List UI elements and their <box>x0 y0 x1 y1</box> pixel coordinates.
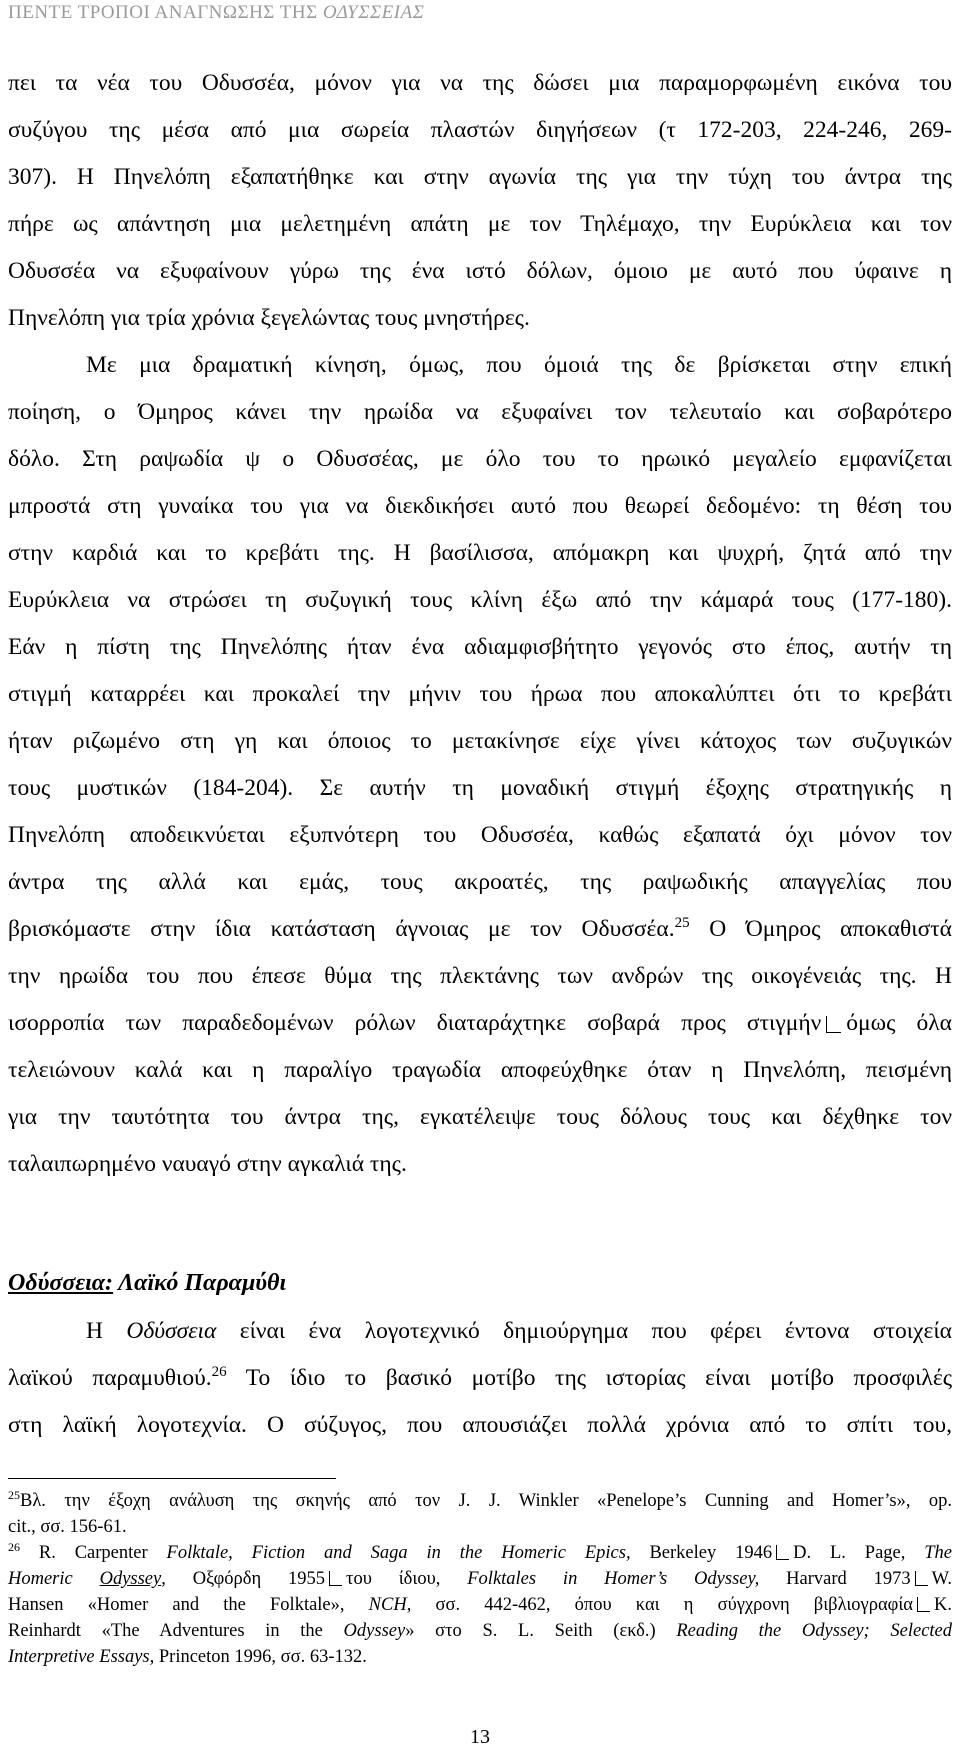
footnote-text: Princeton 1996, σσ. 63-132. <box>154 1647 367 1667</box>
page-number: 13 <box>470 1726 490 1748</box>
heading-part: Λαϊκό Παραμύθι <box>113 1270 287 1296</box>
body-line: στην καρδιά και το κρεβάτι της. Η βασίλισσα, απόμακρη και ψυχρή, ζητά από την <box>8 540 952 566</box>
heading-colon: : <box>105 1270 114 1296</box>
footnote-text: Hansen «Homer and the Folktale», <box>8 1595 369 1615</box>
body-line: 307). Η Πηνελόπη εξαπατήθηκε και στην αγωνία της για την τύχη του άντρα της <box>8 164 952 190</box>
body-line: Οδυσσέα να εξυφαίνουν γύρω της ένα ιστό δόλων, όμοιο με αυτό που ύφαινε η <box>8 258 952 284</box>
footnote-text: W. <box>931 1569 952 1589</box>
footnote-26-cont <box>8 1647 952 1668</box>
line-text: βρισκόμαστε στην ίδια κατάσταση άγνοιας με τον Οδυσσέα. <box>8 916 675 942</box>
footnote-italic: Odyssey <box>343 1621 406 1641</box>
line-text: είναι ένα λογοτεχνικό δημιούργημα που φέρει έντονα στοιχεία <box>216 1318 952 1344</box>
footnote-text: R. Carpenter <box>20 1543 167 1563</box>
footnote-italic-underlined: Odyssey <box>99 1569 162 1589</box>
body-line <box>8 916 952 943</box>
footnote-text: D. L. Page, <box>793 1543 925 1563</box>
body-line: ποίηση, ο Όμηρος κάνει την ηρωίδα να εξυφαίνει τον τελευταίο και σοβαρότερο <box>8 399 952 425</box>
footnote-25-cont: cit., σσ. 156-61. <box>8 1517 127 1537</box>
footnote-text: Βλ. την έξοχη ανάλυση της σκηνής από τον J. J. Winkler «Penelope’s Cunning and Homer’s», op. <box>20 1491 952 1511</box>
footnote-italic: NCH <box>368 1595 407 1615</box>
footnote-italic: Homeric <box>8 1569 100 1589</box>
body-line: για την ταυτότητα του άντρα της, εγκατέλειψε τους δόλους τους και δέχθηκε τον <box>8 1104 952 1130</box>
line-text: ισορροπία των παραδεδομένων ρόλων διαταράχτηκε σοβαρά προς στιγμήν <box>8 1010 822 1036</box>
footnote-italic: The <box>924 1543 952 1563</box>
body-line: τελειώνουν καλά και η παραλίγο τραγωδία αποφεύχθηκε όταν η Πηνελόπη, πεισμένη <box>8 1057 952 1083</box>
footnote-italic: Folktales in Homer’s Odyssey, <box>467 1569 760 1589</box>
body-line: ήταν ριζωμένο στη γη και όποιος το μετακίνησε είχε γίνει κάτοχος των συζυγικών <box>8 728 952 754</box>
body-line: δόλο. Στη ραψωδία ψ ο Οδυσσέας, με όλο του το ηρωικό μεγαλείο εμφανίζεται <box>8 446 952 472</box>
section-heading <box>8 1270 286 1297</box>
line-text: Η <box>86 1318 127 1344</box>
footnote-text: Berkeley 1946 <box>630 1543 773 1563</box>
running-header <box>8 2 424 24</box>
missing-glyph-box <box>917 1597 930 1612</box>
footnote-text: » στο S. L. Seith (εκδ.) <box>405 1621 677 1641</box>
header-title-italic: ΟΔΥΣΣΕΙΑΣ <box>322 2 425 23</box>
body-line: πει τα νέα του Οδυσσέα, μόνον για να της δώσει μια παραμορφωμένη εικόνα του <box>8 70 952 96</box>
missing-glyph-box <box>776 1545 789 1560</box>
body-line: μπροστά στη γυναίκα του για να διεκδικήσει αυτό που θεωρεί δεδομένο: τη θέση του <box>8 493 952 519</box>
line-text: Ο Όμηρος αποκαθιστά <box>689 916 952 942</box>
body-line: στιγμή καταρρέει και προκαλεί την μήνιν του ήρωα που αποκαλύπτει ότι το κρεβάτι <box>8 681 952 707</box>
heading-part: Οδύσσεια <box>8 1270 106 1296</box>
footnote-ref-26: 26 <box>211 1364 227 1381</box>
body-line: στη λαϊκή λογοτεχνία. Ο σύζυγος, που απουσιάζει πολλά χρόνια από το σπίτι του, <box>8 1412 952 1438</box>
body-line: την ηρωίδα του που έπεσε θύμα της πλεκτάνης των ανδρών της οικογένειάς της. Η <box>8 963 952 989</box>
body-line <box>86 1318 952 1345</box>
footnote-26 <box>8 1539 952 1564</box>
footnote-25 <box>8 1487 952 1512</box>
footnote-italic: Interpretive Essays, <box>8 1647 155 1667</box>
footnote-text: Reinhardt «The Adventures in the <box>8 1621 344 1641</box>
footnote-text: Harvard 1973 <box>759 1569 911 1589</box>
missing-glyph-box <box>915 1571 928 1586</box>
line-italic: Οδύσσεια <box>126 1318 217 1344</box>
body-line: άντρα της αλλά και εμάς, τους ακροατές, της ραψωδικής απαγγελίας που <box>8 869 952 895</box>
body-line: Πηνελόπη αποδεικνύεται εξυπνότερη του Οδυσσέα, καθώς εξαπατά όχι μόνον τον <box>8 822 952 848</box>
footnote-number: 25 <box>8 1487 20 1502</box>
header-title: ΠΕΝΤΕ ΤΡΟΠΟΙ ΑΝΑΓΝΩΣΗΣ ΤΗΣ <box>8 2 323 23</box>
footnote-text: , σσ. 442-462, όπου και η σύγχρονη βιβλιογραφία <box>406 1595 914 1615</box>
body-line: Εάν η πίστη της Πηνελόπης ήταν ένα αδιαμφισβήτητο γεγονός στο έπος, αυτήν τη <box>8 634 952 660</box>
footnote-text: του ίδιου, <box>346 1569 468 1589</box>
body-line: Πηνελόπη για τρία χρόνια ξεγελώντας τους μνηστήρες. <box>8 305 530 331</box>
footnote-italic: Reading the Odyssey; Selected <box>676 1621 953 1641</box>
footnote-text: K. <box>934 1595 953 1615</box>
line-text: λαϊκού παραμυθιού. <box>8 1365 212 1391</box>
body-line: πήρε ως απάντηση μια μελετημένη απάτη με τον Τηλέμαχο, την Ευρύκλεια και τον <box>8 211 952 237</box>
missing-glyph-box <box>826 1016 841 1033</box>
footnote-number: 26 <box>8 1539 20 1554</box>
body-line: ταλαιπωρημένο ναυαγό στην αγκαλιά της. <box>8 1151 407 1177</box>
body-line <box>8 1365 952 1392</box>
body-line: Ευρύκλεια να στρώσει τη συζυγική τους κλίνη έξω από την κάμαρά τους (177-180). <box>8 587 952 613</box>
line-text: Το ίδιο το βασικό μοτίβο της ιστορίας είναι μοτίβο προσφιλές <box>226 1365 952 1391</box>
footnote-separator <box>8 1478 336 1479</box>
body-line: Με μια δραματική κίνηση, όμως, που όμοιά της δε βρίσκεται στην επική <box>86 352 952 378</box>
body-line <box>8 1010 952 1037</box>
body-line: συζύγου της μέσα από μια σωρεία πλαστών διηγήσεων (τ 172-203, 224-246, 269- <box>8 117 952 143</box>
footnote-26-cont <box>8 1595 952 1616</box>
footnote-26-cont <box>8 1569 952 1590</box>
body-line: τους μυστικών (184-204). Σε αυτήν τη μοναδική στιγμή έξοχης στρατηγικής η <box>8 775 952 801</box>
line-text: όμως όλα <box>846 1010 952 1036</box>
footnote-italic: Folktale, Fiction and Saga in the Homeric Epics, <box>166 1543 631 1563</box>
footnote-text: , Οξφόρδη 1955 <box>161 1569 326 1589</box>
footnote-26-cont <box>8 1621 952 1642</box>
missing-glyph-box <box>329 1571 342 1586</box>
footnote-ref-25: 25 <box>674 915 690 932</box>
